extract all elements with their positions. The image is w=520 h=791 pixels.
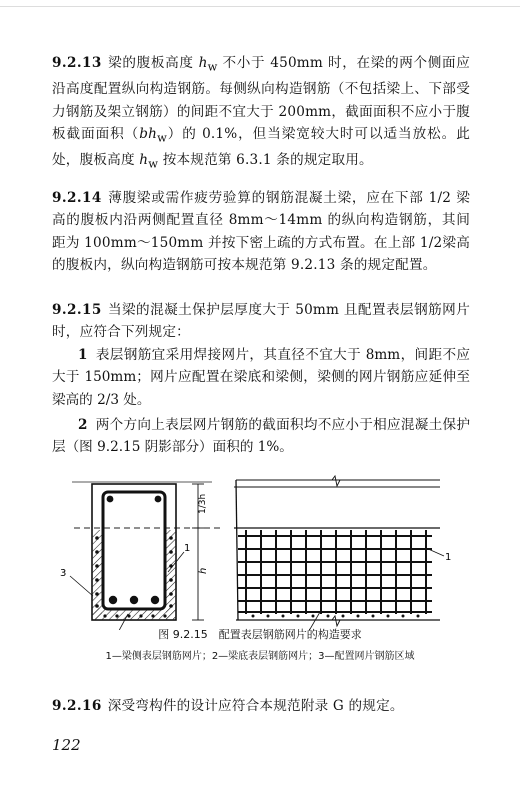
clause-9-2-15-item-2	[52, 414, 470, 459]
symbol-h: h	[198, 55, 208, 71]
item-text: 两个方向上表层网片钢筋的截面积均不应小于相应混凝土保护层（图 9.2.15 阴影部分）面积的 1%。	[52, 417, 470, 456]
clause-9-2-13	[52, 52, 470, 175]
symbol-h: h	[139, 152, 149, 169]
clause-9-2-15	[52, 299, 470, 344]
symbol-subscript: w	[157, 130, 167, 145]
clause-9-2-14	[52, 187, 470, 277]
clause-number: 9.2.13	[52, 55, 102, 71]
beam-cross-section	[60, 482, 222, 630]
dimension-label-height: h	[198, 567, 209, 574]
label-1-right: 1	[445, 552, 452, 563]
label-1-left: 1	[184, 543, 191, 554]
item-number: 1	[78, 347, 88, 363]
dimension-label-third-height: 1/3h	[198, 493, 208, 514]
page-number: 122	[52, 736, 81, 754]
figure-caption: 图 9.2.15 配置表层钢筋网片的构造要求	[158, 628, 362, 641]
clause-number: 9.2.15	[52, 302, 102, 318]
clause-number: 9.2.14	[52, 190, 102, 206]
item-number: 2	[78, 417, 88, 433]
clause-text: 梁的腹板高度	[107, 55, 199, 71]
symbol-bh: bh	[139, 125, 158, 142]
label-3: 3	[60, 568, 67, 579]
clause-9-2-15-item-1	[52, 344, 470, 411]
clause-text: 深受弯构件的设计应符合本规范附录 G 的规定。	[107, 698, 404, 714]
clause-9-2-16	[52, 695, 470, 717]
symbol-subscript: w	[207, 59, 218, 74]
figure-legend: 1—梁侧表层钢筋网片；2—梁底表层钢筋网片；3—配置网片钢筋区域	[105, 651, 415, 662]
figure-9-2-15	[0, 470, 520, 630]
clause-text: ）的 0.1%，但当梁宽较大时可以适当放松。此处，腹板高度	[52, 125, 470, 169]
top-edge-rule	[0, 0, 520, 7]
clause-text: 不小于 450mm 时，在梁的两个侧面应沿高度配置纵向构造钢筋。每侧纵向构造钢筋（不包括梁上、下部受力钢筋及架立钢筋）的间距不宜大于 200mm，截面面积不应小于腹板截面面积（	[52, 55, 470, 142]
symbol-subscript: w	[148, 156, 159, 171]
beam-elevation	[234, 476, 451, 630]
clause-number: 9.2.16	[52, 698, 102, 714]
clause-text: 按本规范第 6.3.1 条的规定取用。	[158, 152, 373, 169]
item-text: 表层钢筋宜采用焊接网片，其直径不宜大于 8mm，间距不应大于 150mm；网片应配置在梁底和梁侧，梁侧的网片钢筋应延伸至梁高的 2/3 处。	[52, 347, 470, 408]
clause-text: 薄腹梁或需作疲劳验算的钢筋混凝土梁，应在下部 1/2 梁高的腹板内沿两侧配置直径 8mm～14mm 的纵向构造钢筋，其间距为 100mm～150mm 并按下密上疏的方式布置。在上部 1/2梁高的腹板内，纵向构造钢筋可按本规范第 9.2.13 条的规定配置。	[52, 190, 470, 274]
clause-text: 当梁的混凝土保护层厚度大于 50mm 且配置表层钢筋网片时，应符合下列规定：	[52, 302, 470, 341]
